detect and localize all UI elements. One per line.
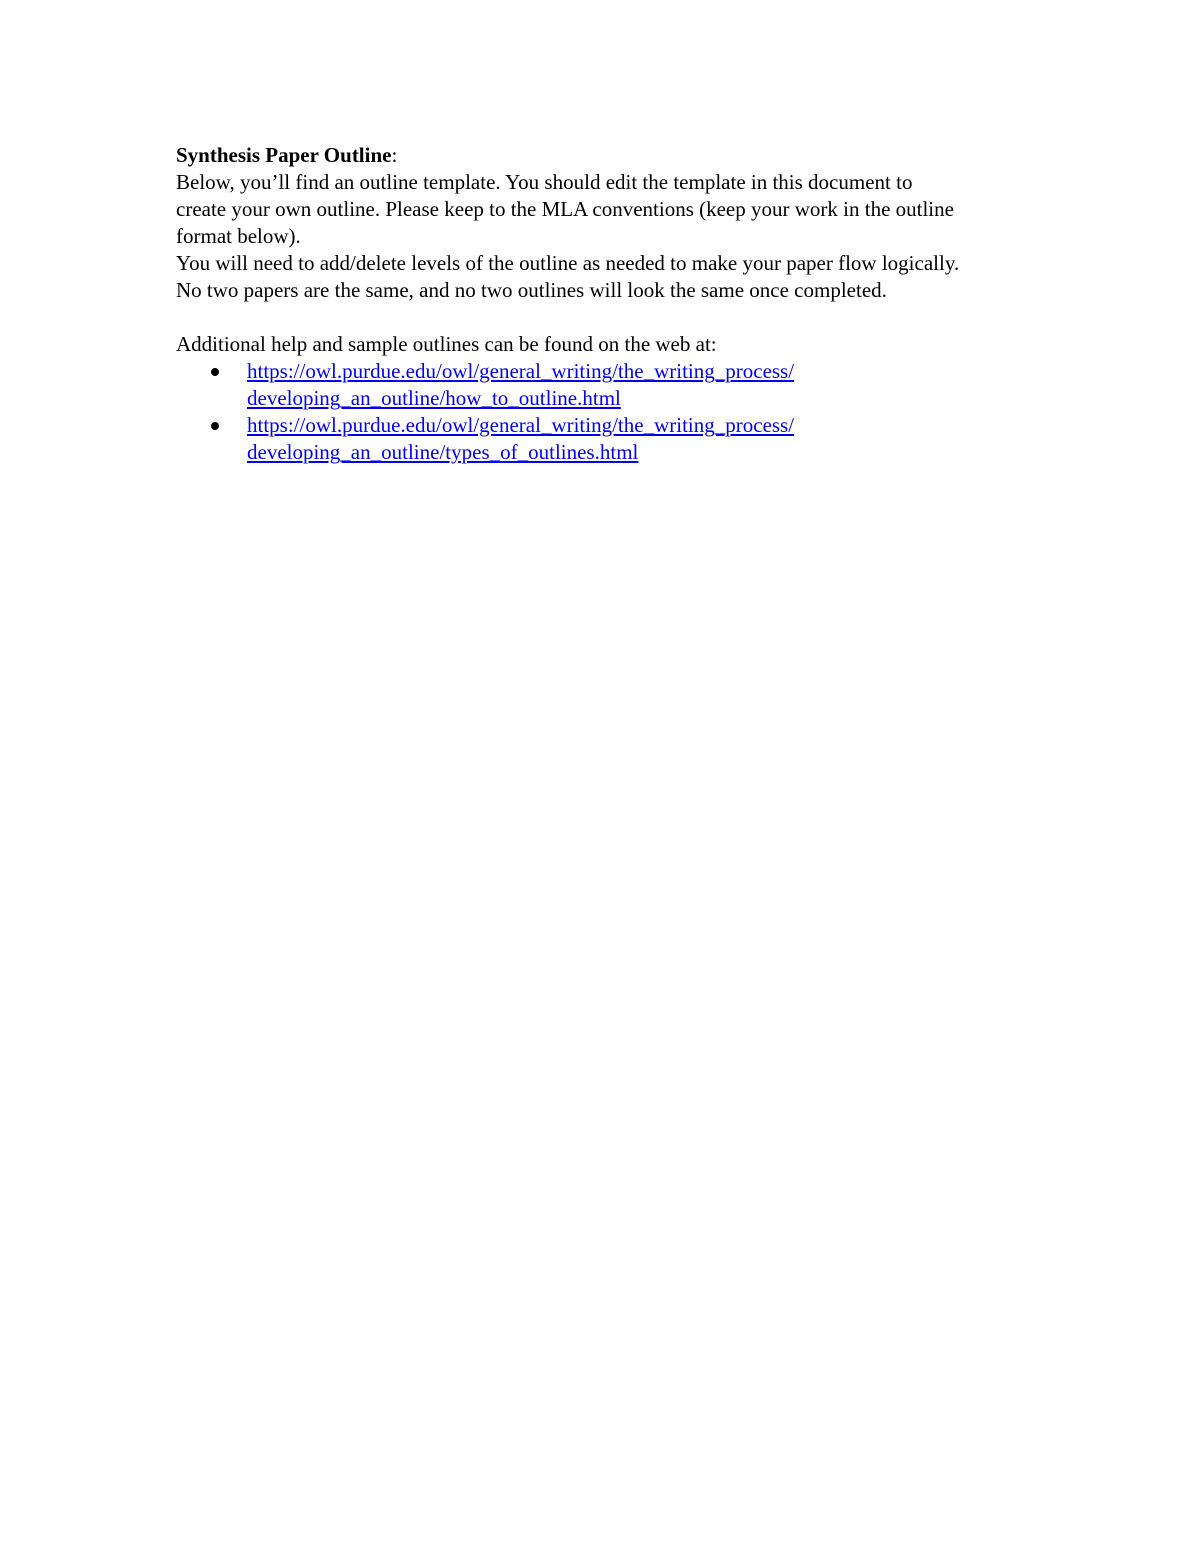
blank-line — [176, 304, 1076, 331]
link-text-line[interactable]: developing_an_outline/types_of_outlines.html — [247, 440, 639, 464]
paragraph-line: format below). — [176, 224, 301, 248]
paragraph-line: create your own outline. Please keep to the MLA conventions (keep your work in the outline — [176, 197, 954, 221]
outline-link-types[interactable] — [247, 412, 1076, 466]
bullet-icon — [211, 422, 219, 430]
link-text-line[interactable]: https://owl.purdue.edu/owl/general_writing/the_writing_process/ — [247, 413, 795, 437]
paragraph-line: Below, you’ll find an outline template. You should edit the template in this document to — [176, 170, 913, 194]
document-title: Synthesis Paper Outline — [176, 143, 392, 167]
paragraph-line: You will need to add/delete levels of the outline as needed to make your paper flow logically. — [176, 251, 960, 275]
list-item — [176, 412, 1076, 466]
link-text-line[interactable]: https://owl.purdue.edu/owl/general_writing/the_writing_process/ — [247, 359, 795, 383]
list-item — [176, 358, 1076, 412]
link-text-line[interactable]: developing_an_outline/how_to_outline.html — [247, 386, 621, 410]
help-intro-text: Additional help and sample outlines can be found on the web at: — [176, 332, 717, 356]
paragraph-line: No two papers are the same, and no two outlines will look the same once completed. — [176, 278, 887, 302]
bullet-icon — [211, 368, 219, 376]
outline-link-how-to[interactable] — [247, 358, 1076, 412]
document-title-colon: : — [391, 143, 398, 167]
link-list — [176, 358, 1076, 466]
document-heading — [176, 142, 1076, 169]
document-body — [176, 142, 1076, 466]
